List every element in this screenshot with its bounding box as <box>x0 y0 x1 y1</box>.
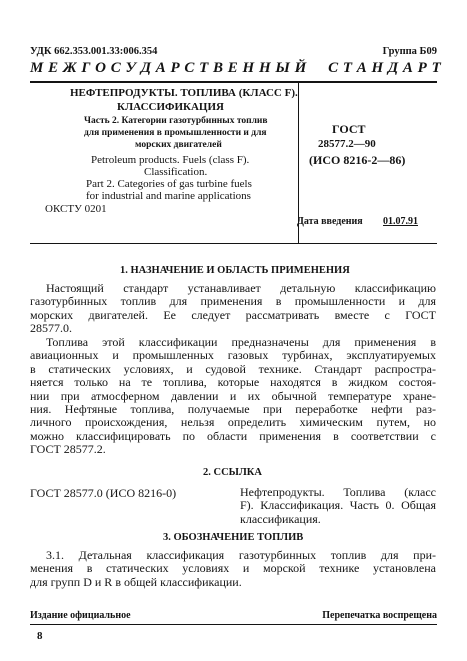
reference-description <box>240 486 436 526</box>
ru-title-line1: НЕФТЕПРОДУКТЫ. ТОПЛИВА (КЛАСС F). <box>70 87 298 99</box>
gost-label: ГОСТ <box>332 122 366 136</box>
reference-line: Нефтепродукты. Топлива (класс <box>240 486 436 499</box>
okstu-code: ОКСТУ 0201 <box>45 203 107 215</box>
paragraph-line: ния. Нефтяные топлива, получаемые при переработке нефти раз- <box>30 403 436 417</box>
en-title-line2: Classification. <box>144 166 208 178</box>
paragraph-line: Топлива этой классификации предназначены для применения в <box>46 336 436 349</box>
paragraph-line: в статических условиях, и судовой технике. Стандарт распростра- <box>30 362 436 376</box>
paragraph-line: авиационных и промышленных газовых турбинах, эксплуатируемых <box>30 349 436 363</box>
paragraph-line: газотурбинных топлив для применения в промышленности и для <box>30 295 436 309</box>
en-title-line4: for industrial and marine applications <box>86 190 251 202</box>
en-title-line3: Part 2. Categories of gas turbine fuels <box>86 178 252 190</box>
paragraph-line: для групп D и R в общей классификации. <box>30 574 242 589</box>
section-1-paragraph-1 <box>30 282 436 336</box>
footer-rule <box>30 624 437 625</box>
date-value: 01.07.91 <box>383 216 418 227</box>
paragraph-line: морских двигателей. Ее следует рассматривать вместе с ГОСТ <box>30 308 436 322</box>
ru-part-line2: для применения в промышленности и для <box>84 128 267 138</box>
paragraph-line: Настоящий стандарт устанавливает детальную классификацию <box>46 282 436 295</box>
reference-line: классификация. <box>240 511 321 526</box>
paragraph-line: 28577.0. <box>30 321 72 336</box>
reference-line: F). Классификация. Часть 0. Общая <box>240 499 436 513</box>
standard-banner: М Е Ж Г О С У Д А Р С Т В Е Н Н Ы Й С Т А Н Д А Р Т <box>30 60 442 76</box>
reference-code: ГОСТ 28577.0 (ИСО 8216-0) <box>30 486 177 500</box>
iso-number: (ИСО 8216-2—86) <box>309 153 406 167</box>
ru-part-line1: Часть 2. Категории газотурбинных топлив <box>84 116 268 126</box>
paragraph-line: нии при атмосферном давлении и их обычной температуре хране- <box>30 389 436 403</box>
paragraph-line: 3.1. Детальная классификация газотурбинных топлив для при- <box>46 549 436 562</box>
section-1-paragraph-2 <box>30 336 436 457</box>
ru-part-line3: морских двигателей <box>135 140 222 150</box>
title-bottom-rule <box>30 243 437 244</box>
page-number: 8 <box>37 630 43 642</box>
section-3-paragraph-1 <box>30 549 436 589</box>
section-3-heading: 3. ОБОЗНАЧЕНИЕ ТОПЛИВ <box>163 532 304 543</box>
date-label: Дата введения <box>297 216 363 227</box>
paragraph-line: ГОСТ 28577.2. <box>30 442 106 457</box>
group-code: Группа Б09 <box>382 46 437 57</box>
gost-number: 28577.2—90 <box>318 138 376 150</box>
section-2-heading: 2. ССЫЛКА <box>203 467 262 478</box>
paragraph-line: можно классифицировать по области применения в соответствии с <box>30 429 436 443</box>
footer-reprint-notice: Перепечатка воспрещена <box>322 610 437 621</box>
en-title-line1: Petroleum products. Fuels (class F). <box>91 154 250 166</box>
ru-title-line2: КЛАССИФИКАЦИЯ <box>117 101 224 113</box>
header-rule <box>30 81 437 83</box>
udk-code: УДК 662.353.001.33:006.354 <box>30 46 158 57</box>
paragraph-line: менения в статических условиях и морской технике установлена <box>30 562 436 576</box>
section-1-heading: 1. НАЗНАЧЕНИЕ И ОБЛАСТЬ ПРИМЕНЕНИЯ <box>120 265 350 276</box>
footer-official-edition: Издание официальное <box>30 610 131 621</box>
paragraph-line: няется только на те топлива, которые находятся в жидком состоя- <box>30 376 436 390</box>
paragraph-line: личного происхождения, нельзя определить химическим путем, но <box>30 416 436 430</box>
